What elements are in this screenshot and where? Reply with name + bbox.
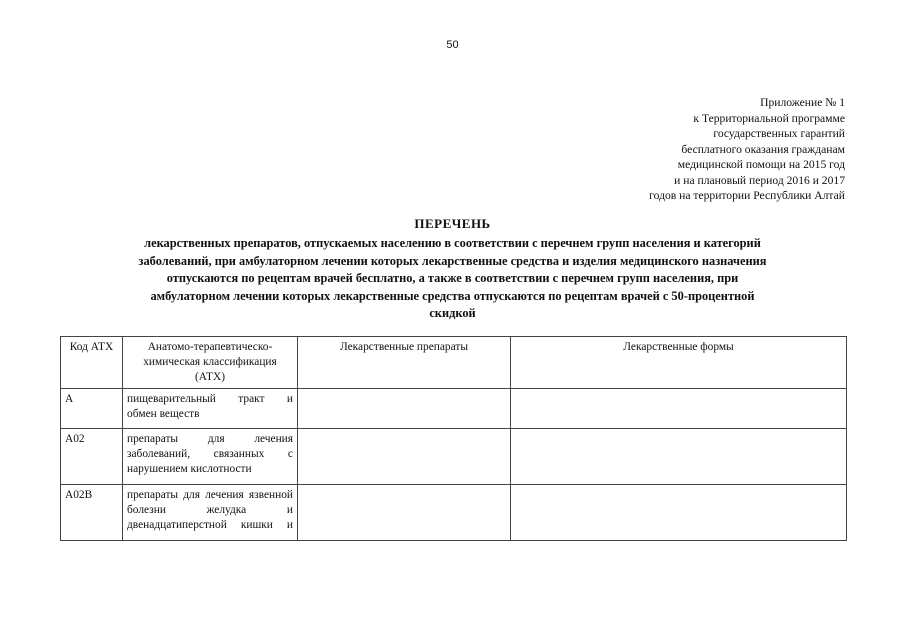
- subtitle-line: лекарственных препаратов, отпускаемых населению в соответствии с перечнем групп населения и категорий: [144, 236, 761, 250]
- cell-classification-line: обмен веществ: [127, 408, 200, 420]
- appendix-line: к Территориальной программе: [693, 111, 845, 125]
- appendix-note: [525, 95, 845, 204]
- table-row: [61, 389, 847, 429]
- header-classification-line: (АТХ): [195, 371, 225, 383]
- appendix-line: годов на территории Республики Алтай: [649, 189, 845, 202]
- appendix-line: государственных гарантий: [713, 127, 845, 140]
- cell-classification-line: пищеварительный тракт и: [127, 393, 293, 405]
- document-subtitle: [60, 235, 845, 323]
- document-title: ПЕРЕЧЕНЬ: [414, 216, 491, 231]
- header-classification-line: Анатомо-терапевтическо-: [147, 341, 273, 353]
- table-header-row: [61, 337, 847, 389]
- table-row: [61, 429, 847, 485]
- subtitle-line: амбулаторном лечении которых лекарственные средства отпускаются по рецептам врачей с 50-процентной: [150, 288, 755, 303]
- cell-drugs: [298, 485, 511, 541]
- cell-classification-line: язвенной болезни желудка и: [127, 489, 293, 516]
- appendix-line: Приложение № 1: [760, 96, 845, 109]
- cell-forms: [511, 389, 847, 429]
- appendix-line: и на плановый период 2016 и 2017: [674, 173, 845, 187]
- appendix-line: медицинской помощи на 2015 год: [677, 158, 845, 171]
- cell-classification-line: двенадцатиперстной кишки и: [127, 519, 293, 531]
- cell-classification: [123, 429, 298, 485]
- subtitle-line: заболеваний, при амбулаторном лечении которых лекарственные средства и изделия медицинского назначения: [138, 253, 767, 268]
- cell-classification-line: препараты для лечения: [127, 489, 244, 501]
- header-forms: Лекарственные формы: [511, 337, 847, 389]
- cell-classification: [123, 485, 298, 541]
- table-row: [61, 485, 847, 541]
- header-classification-line: химическая классификация: [143, 356, 277, 368]
- cell-code: А02В: [61, 485, 123, 541]
- subtitle-line: отпускаются по рецептам врачей бесплатно, а также в соответствии с перечнем групп населения, при: [166, 271, 739, 286]
- cell-code: А02: [61, 429, 123, 485]
- appendix-line: бесплатного оказания гражданам: [681, 142, 845, 156]
- drug-list-table: [60, 336, 847, 541]
- subtitle-line: скидкой: [429, 306, 476, 321]
- header-code: Код АТХ: [61, 337, 123, 389]
- cell-drugs: [298, 429, 511, 485]
- cell-code: А: [61, 389, 123, 429]
- cell-classification-line: препараты для лечения: [127, 433, 293, 445]
- cell-forms: [511, 485, 847, 541]
- cell-classification: [123, 389, 298, 429]
- cell-classification-line: нарушением кислотности: [127, 463, 252, 475]
- page-number: 50: [446, 39, 459, 51]
- cell-drugs: [298, 389, 511, 429]
- cell-forms: [511, 429, 847, 485]
- cell-classification-line: заболеваний, связанных с: [127, 448, 293, 460]
- header-drugs: Лекарственные препараты: [298, 337, 511, 389]
- header-classification: [123, 337, 298, 389]
